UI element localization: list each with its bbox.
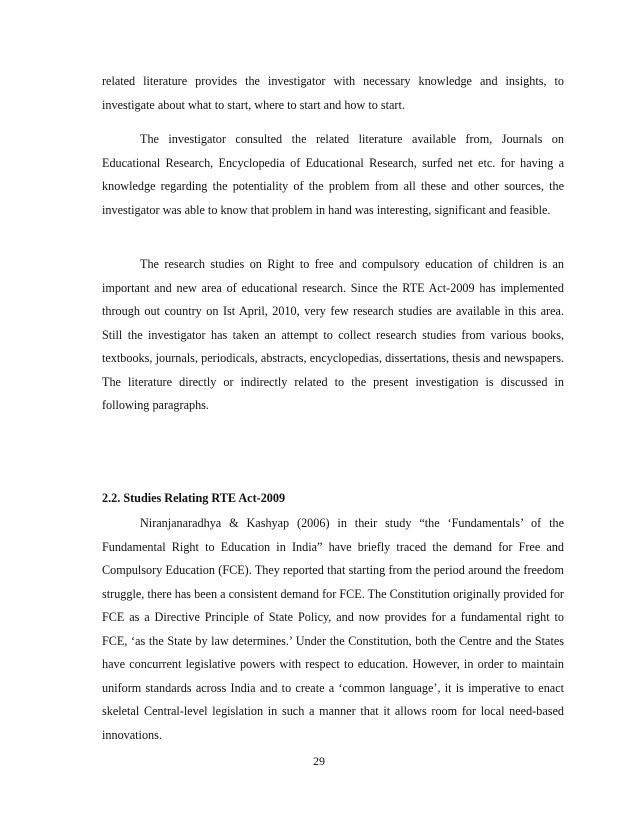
paragraph-continuation: related literature provides the investigator with necessary knowledge and insights, to investigate about what to start, where to start and how to start. — [102, 74, 564, 112]
paragraph-niranjanaradhya-kashyap: Niranjanaradhya & Kashyap (2006) in their study “the ‘Fundamentals’ of the Fundamental Right to Education in India” have briefly traced the demand for Free and Compulsory Education (FCE). They reported that starting from the period around the freedom struggle, there has been a consistent demand for FCE. The Constitution originally provided for FCE as a Directive Principle of State Policy, and now provides for a fundamental right to FCE, ‘as the State by law determines.’ Under the Constitution, both the Centre and the States have concurrent legislative powers with respect to education. However, in order to maintain uniform standards across India and to create a ‘common language’, it is imperative to enact skeletal Central-level legislation in such a manner that it allows room for local need-based innovations. — [102, 516, 564, 742]
section-heading: 2.2. Studies Relating RTE Act-2009 — [102, 491, 286, 505]
paragraph-investigator-consulted: The investigator consulted the related literature available from, Journals on Educational Research, Encyclopedia of Educational Research, surfed net etc. for having a knowledge regarding the potentiality of the problem from all these and other sources, the investigator was able to know that problem in hand was interesting, significant and feasible. — [102, 132, 564, 217]
page-number: 29 — [313, 754, 325, 768]
paragraph-research-studies: The research studies on Right to free and compulsory education of children is an important and new area of educational research. Since the RTE Act-2009 has implemented through out country on Ist April, 2010, very few research studies are available in this area. Still the investigator has taken an attempt to collect research studies from various books, textbooks, journals, periodicals, abstracts, encyclopedias, dissertations, thesis and newspapers. The literature directly or indirectly related to the present investigation is discussed in following paragraphs. — [102, 257, 564, 412]
